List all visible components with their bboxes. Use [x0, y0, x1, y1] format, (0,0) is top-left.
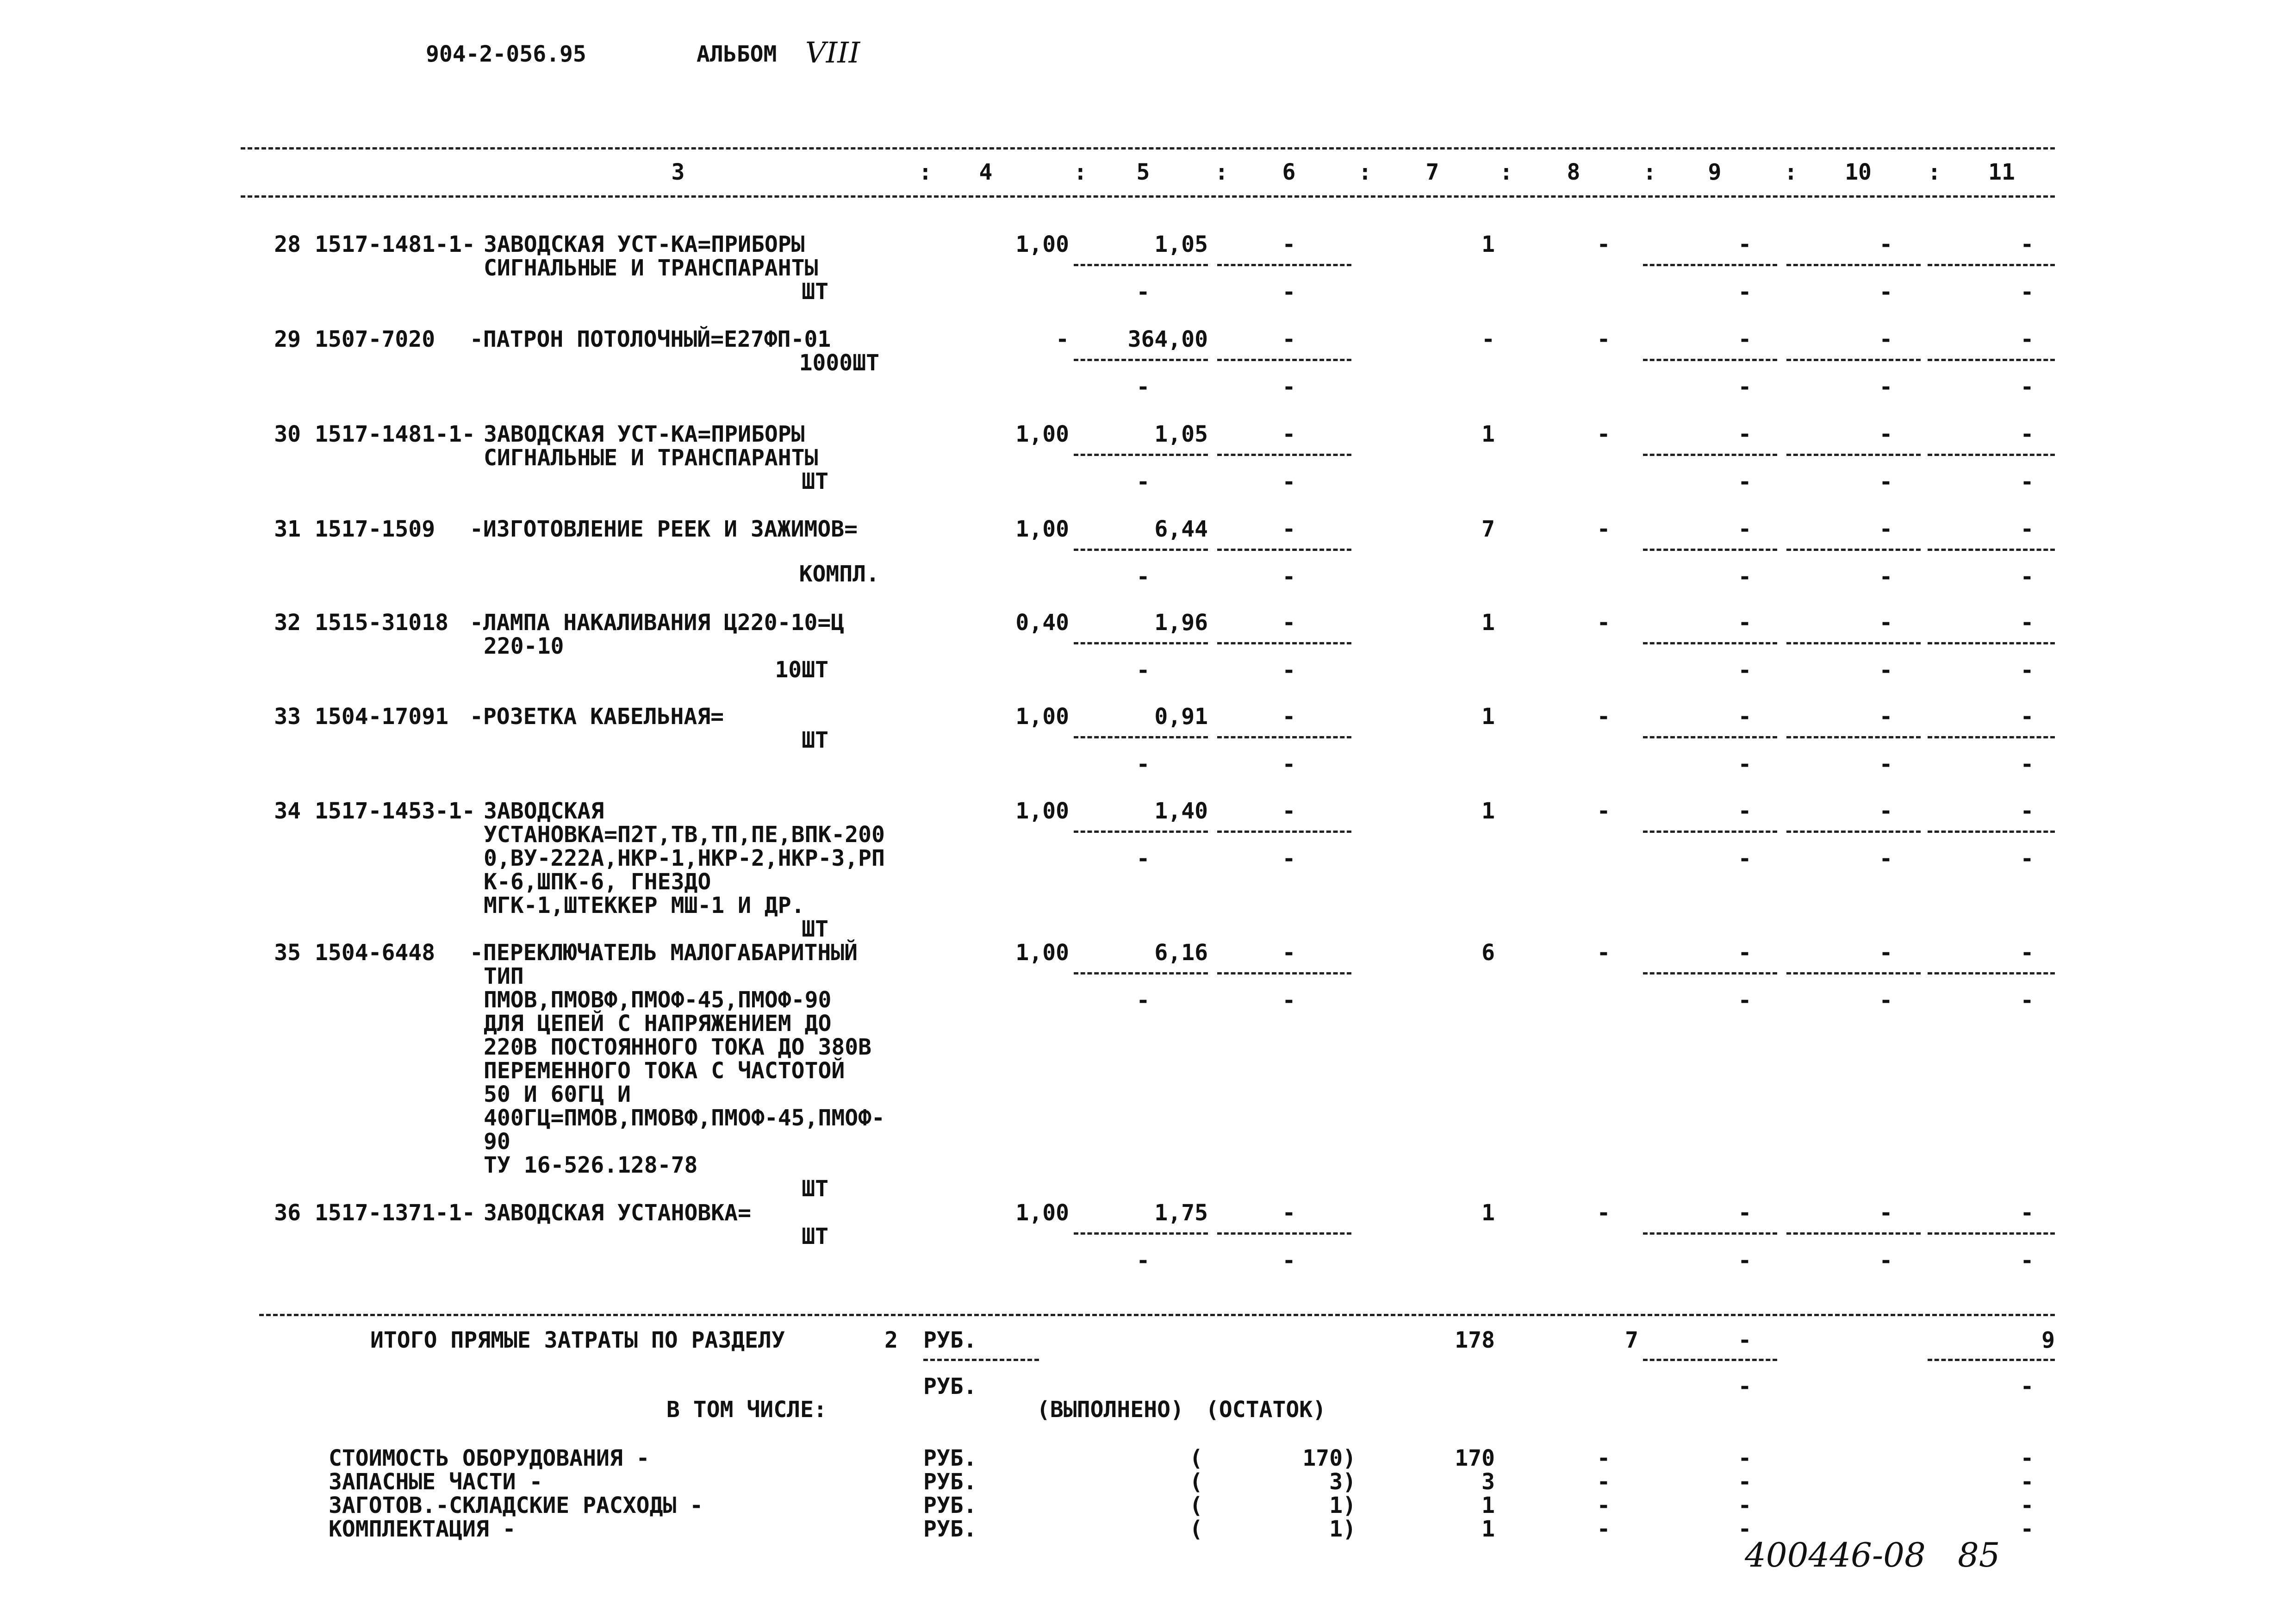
col9-value: - [1738, 798, 1752, 824]
col10-value: - [1879, 940, 1893, 966]
handwritten-page-number: 85 [1958, 1536, 2000, 1574]
column-header-9: 9 [1708, 159, 1722, 185]
cell-subrule-c5 [1074, 831, 1208, 833]
col9-value: - [1738, 516, 1752, 542]
col6-value: - [1282, 610, 1296, 636]
col8-value: - [1597, 610, 1611, 636]
breakdown-col8: - [1597, 1469, 1611, 1495]
col9-value: - [1738, 704, 1752, 730]
breakdown-done: 3) [1329, 1469, 1356, 1495]
col7-value: 1 [1481, 610, 1495, 636]
rest-label: (ОСТАТОК) [1206, 1397, 1326, 1423]
cell-subrule-c9 [1643, 549, 1777, 551]
col7-value: 1 [1481, 704, 1495, 730]
breakdown-currency: РУБ. [923, 1469, 977, 1495]
cell-subrule-c6 [1217, 264, 1351, 266]
col6-secondary: - [1282, 374, 1296, 400]
row-number: 33 [274, 704, 301, 730]
doc-code: 904-2-056.95 [426, 41, 586, 67]
breakdown-col11: - [2020, 1469, 2034, 1495]
totals-section: 2 [884, 1327, 898, 1353]
cell-subrule-c6 [1217, 972, 1351, 974]
col10-value: - [1879, 704, 1893, 730]
cell-subrule-c11 [1928, 972, 2055, 974]
cell-subrule-c9 [1643, 736, 1777, 738]
col11-value: - [2020, 940, 2034, 966]
cell-subrule-c6 [1217, 454, 1351, 456]
unit-of-measure: КОМПЛ. [799, 561, 879, 587]
col8-value: - [1597, 516, 1611, 542]
cell-subrule-c9 [1643, 1232, 1777, 1235]
cell-subrule-c10 [1786, 264, 1921, 266]
col11-value: - [2020, 421, 2034, 447]
item-description-line: ЗАВОДСКАЯ УСТ-КА=ПРИБОРЫ [484, 231, 805, 257]
col5-value: 1,40 [1154, 798, 1208, 824]
col11-secondary: - [2020, 374, 2034, 400]
cell-subrule-c10 [1786, 454, 1921, 456]
breakdown-rest: 1 [1481, 1493, 1495, 1518]
cell-subrule-c11 [1928, 831, 2055, 833]
item-description-line: -РОЗЕТКА КАБЕЛЬНАЯ= [470, 704, 724, 730]
col8-value: - [1597, 798, 1611, 824]
item-description-line: 50 И 60ГЦ И [484, 1081, 631, 1107]
col10-secondary: - [1879, 846, 1893, 872]
breakdown-col8: - [1597, 1445, 1611, 1471]
cell-subrule-c11 [1928, 736, 2055, 738]
col11-secondary: - [2020, 987, 2034, 1013]
col11-value: - [2020, 326, 2034, 352]
col9-value: - [1738, 326, 1752, 352]
breakdown-rest: 3 [1481, 1469, 1495, 1495]
col4-value: 1,00 [1015, 704, 1069, 730]
item-code: 1517-1453-1- [315, 798, 475, 824]
cell-subrule-c10 [1786, 359, 1921, 361]
totals-col11-secondary: - [2020, 1374, 2034, 1399]
cell-subrule-c11 [1928, 454, 2055, 456]
breakdown-col11: - [2020, 1516, 2034, 1542]
column-separator: : [1928, 159, 1941, 185]
col8-value: - [1597, 940, 1611, 966]
col7-value: - [1481, 326, 1495, 352]
col4-value: 1,00 [1015, 231, 1069, 257]
col9-value: - [1738, 231, 1752, 257]
col9-value: - [1738, 421, 1752, 447]
item-description-line: -ПЕРЕКЛЮЧАТЕЛЬ МАЛОГАБАРИТНЫЙ [470, 940, 858, 966]
cell-subrule-c5 [1074, 736, 1208, 738]
col4-value: - [1056, 326, 1069, 352]
col10-secondary: - [1879, 657, 1893, 683]
breakdown-col11: - [2020, 1493, 2034, 1518]
col5-secondary: - [1136, 279, 1150, 305]
col7-value: 6 [1481, 940, 1495, 966]
breakdown-col8: - [1597, 1516, 1611, 1542]
item-description-line: 0,ВУ-222А,НКР-1,НКР-2,НКР-3,РП [484, 845, 885, 871]
col9-value: - [1738, 610, 1752, 636]
col11-secondary: - [2020, 469, 2034, 495]
col8-value: - [1597, 326, 1611, 352]
cell-subrule-c6 [1217, 736, 1351, 738]
cell-subrule-c10 [1786, 831, 1921, 833]
cell-subrule-c10 [1786, 549, 1921, 551]
col10-value: - [1879, 1200, 1893, 1226]
col6-secondary: - [1282, 846, 1296, 872]
cell-subrule-c5 [1074, 549, 1208, 551]
cell-subrule-c6 [1217, 549, 1351, 551]
breakdown-done: 1) [1329, 1516, 1356, 1542]
col5-value: 6,16 [1154, 940, 1208, 966]
col4-value: 1,00 [1015, 1200, 1069, 1226]
col9-secondary: - [1738, 374, 1752, 400]
column-separator: : [1074, 159, 1087, 185]
col6-secondary: - [1282, 469, 1296, 495]
col9-secondary: - [1738, 846, 1752, 872]
col9-secondary: - [1738, 1248, 1752, 1274]
unit-of-measure: 1000ШТ [799, 350, 879, 376]
item-code: 1517-1371-1- [315, 1200, 475, 1226]
col11-value: - [2020, 704, 2034, 730]
col5-value: 1,05 [1154, 421, 1208, 447]
totals-col9: - [1738, 1327, 1752, 1353]
unit-of-measure: ШТ [802, 1224, 828, 1249]
breakdown-col9: - [1738, 1516, 1752, 1542]
cell-subrule-c6 [1217, 359, 1351, 361]
col9-secondary: - [1738, 751, 1752, 777]
unit-of-measure: ШТ [802, 1176, 828, 1202]
col4-value: 1,00 [1015, 940, 1069, 966]
col11-secondary: - [2020, 657, 2034, 683]
col4-value: 1,00 [1015, 798, 1069, 824]
col11-secondary: - [2020, 846, 2034, 872]
col11-secondary: - [2020, 564, 2034, 590]
col6-value: - [1282, 704, 1296, 730]
breakdown-paren: ( [1189, 1493, 1203, 1518]
col6-secondary: - [1282, 564, 1296, 590]
item-description-line: ЗАВОДСКАЯ УСТ-КА=ПРИБОРЫ [484, 421, 805, 447]
row-number: 30 [274, 421, 301, 447]
including-label: В ТОМ ЧИСЛЕ: [666, 1397, 827, 1423]
column-header-11: 11 [1988, 159, 2015, 185]
cell-subrule-c9 [1643, 264, 1777, 266]
item-description-line: МГК-1,ШТЕККЕР МШ-1 И ДР. [484, 893, 805, 918]
col5-secondary: - [1136, 751, 1150, 777]
col8-value: - [1597, 231, 1611, 257]
col5-value: 364,00 [1127, 326, 1208, 352]
item-code: 1517-1481-1- [315, 421, 475, 447]
col11-secondary: - [2020, 751, 2034, 777]
col7-value: 1 [1481, 1200, 1495, 1226]
unit-of-measure: ШТ [802, 916, 828, 942]
col9-secondary: - [1738, 564, 1752, 590]
item-description-line: ДЛЯ ЦЕПЕЙ С НАПРЯЖЕНИЕМ ДО [484, 1011, 832, 1037]
item-description-line: 220-10 [484, 633, 564, 659]
totals-label: ИТОГО ПРЯМЫЕ ЗАТРАТЫ ПО РАЗДЕЛУ [370, 1327, 785, 1353]
col11-secondary: - [2020, 1248, 2034, 1274]
col5-secondary: - [1136, 1248, 1150, 1274]
col5-secondary: - [1136, 374, 1150, 400]
item-description-line: ПМОВ,ПМОВФ,ПМОФ-45,ПМОФ-90 [484, 987, 832, 1013]
cell-subrule-c9 [1643, 454, 1777, 456]
cell-subrule-c10 [1786, 642, 1921, 644]
col5-value: 1,05 [1154, 231, 1208, 257]
col10-secondary: - [1879, 374, 1893, 400]
col6-value: - [1282, 421, 1296, 447]
breakdown-col11: - [2020, 1445, 2034, 1471]
item-description-line: -ПАТРОН ПОТОЛОЧНЫЙ=Е27ФП-01 [470, 326, 831, 352]
totals-col7: 178 [1455, 1327, 1495, 1353]
col7-value: 1 [1481, 421, 1495, 447]
cell-subrule-c5 [1074, 264, 1208, 266]
col10-value: - [1879, 326, 1893, 352]
column-header-3: 3 [671, 159, 685, 185]
column-separator: : [1358, 159, 1372, 185]
cell-subrule-c5 [1074, 642, 1208, 644]
breakdown-currency: РУБ. [923, 1445, 977, 1471]
cell-subrule-c10 [1786, 1232, 1921, 1235]
totals-col9-secondary: - [1738, 1374, 1752, 1399]
column-separator: : [1643, 159, 1656, 185]
cell-subrule-c9 [1643, 972, 1777, 974]
item-description-line: 400ГЦ=ПМОВ,ПМОВФ,ПМОФ-45,ПМОФ- [484, 1105, 885, 1131]
cell-subrule-c11 [1928, 264, 2055, 266]
breakdown-rest: 170 [1455, 1445, 1495, 1471]
column-header-10: 10 [1845, 159, 1872, 185]
col7-value: 1 [1481, 231, 1495, 257]
item-description-line: СИГНАЛЬНЫЕ И ТРАНСПАРАНТЫ [484, 445, 818, 471]
col10-secondary: - [1879, 279, 1893, 305]
cell-subrule-c5 [1074, 359, 1208, 361]
totals-top-rule [259, 1314, 2055, 1316]
breakdown-label: ЗАПАСНЫЕ ЧАСТИ - [329, 1469, 543, 1495]
col7-value: 7 [1481, 516, 1495, 542]
cell-subrule-c9 [1643, 642, 1777, 644]
cell-subrule-c6 [1217, 642, 1351, 644]
item-description-line: ЗАВОДСКАЯ [484, 798, 604, 824]
cell-subrule-c5 [1074, 972, 1208, 974]
totals-col11: 9 [2041, 1327, 2055, 1353]
breakdown-col9: - [1738, 1493, 1752, 1518]
column-header-7: 7 [1425, 159, 1439, 185]
col11-value: - [2020, 516, 2034, 542]
row-number: 32 [274, 610, 301, 636]
column-header-8: 8 [1567, 159, 1580, 185]
cell-subrule-c11 [1928, 549, 2055, 551]
breakdown-rest: 1 [1481, 1516, 1495, 1542]
row-number: 34 [274, 798, 301, 824]
col5-value: 6,44 [1154, 516, 1208, 542]
cell-subrule-c9 [1643, 359, 1777, 361]
totals-col8: 7 [1625, 1327, 1638, 1353]
row-number: 31 [274, 516, 301, 542]
breakdown-label: КОМПЛЕКТАЦИЯ - [329, 1516, 516, 1542]
unit-of-measure: ШТ [802, 727, 828, 753]
column-separator: : [1500, 159, 1513, 185]
col9-secondary: - [1738, 279, 1752, 305]
unit-of-measure: 10ШТ [775, 657, 828, 683]
item-description-line: ЗАВОДСКАЯ УСТАНОВКА= [484, 1200, 751, 1226]
col5-secondary: - [1136, 469, 1150, 495]
col6-value: - [1282, 231, 1296, 257]
item-description-line: ТУ 16-526.128-78 [484, 1152, 698, 1178]
col7-value: 1 [1481, 798, 1495, 824]
col6-secondary: - [1282, 279, 1296, 305]
col6-value: - [1282, 516, 1296, 542]
col6-value: - [1282, 1200, 1296, 1226]
row-number: 35 [274, 940, 301, 966]
col4-value: 1,00 [1015, 516, 1069, 542]
col11-secondary: - [2020, 279, 2034, 305]
col10-value: - [1879, 231, 1893, 257]
col9-secondary: - [1738, 987, 1752, 1013]
column-header-6: 6 [1282, 159, 1296, 185]
col10-secondary: - [1879, 751, 1893, 777]
col6-value: - [1282, 326, 1296, 352]
row-number: 36 [274, 1200, 301, 1226]
col10-value: - [1879, 421, 1893, 447]
col10-secondary: - [1879, 564, 1893, 590]
col10-value: - [1879, 516, 1893, 542]
column-header-4: 4 [979, 159, 993, 185]
item-description-line: ПЕРЕМЕННОГО ТОКА С ЧАСТОТОЙ [484, 1058, 845, 1084]
breakdown-label: СТОИМОСТЬ ОБОРУДОВАНИЯ - [329, 1445, 650, 1471]
album-label: АЛЬБОМ [697, 41, 777, 67]
col10-secondary: - [1879, 987, 1893, 1013]
col8-value: - [1597, 704, 1611, 730]
breakdown-col8: - [1597, 1493, 1611, 1518]
item-description-line: СИГНАЛЬНЫЕ И ТРАНСПАРАНТЫ [484, 255, 818, 281]
col4-value: 1,00 [1015, 421, 1069, 447]
totals-currency-2: РУБ. [923, 1374, 977, 1399]
totals-col11-rule [1928, 1359, 2055, 1361]
col11-value: - [2020, 610, 2034, 636]
item-code: 1517-1481-1- [315, 231, 475, 257]
col8-value: - [1597, 421, 1611, 447]
breakdown-done: 170) [1302, 1445, 1356, 1471]
table-header-rule [241, 195, 2055, 198]
cell-subrule-c10 [1786, 736, 1921, 738]
col10-value: - [1879, 798, 1893, 824]
row-number: 28 [274, 231, 301, 257]
cell-subrule-c6 [1217, 831, 1351, 833]
col9-value: - [1738, 1200, 1752, 1226]
item-description-line: -ИЗГОТОВЛЕНИЕ РЕЕК И ЗАЖИМОВ= [470, 516, 858, 542]
col9-secondary: - [1738, 657, 1752, 683]
breakdown-done: 1) [1329, 1493, 1356, 1518]
breakdown-paren: ( [1189, 1469, 1203, 1495]
totals-currency: РУБ. [923, 1327, 977, 1353]
item-description-line: ТИП [484, 963, 524, 989]
col6-secondary: - [1282, 1248, 1296, 1274]
cell-subrule-c9 [1643, 831, 1777, 833]
cell-subrule-c5 [1074, 1232, 1208, 1235]
breakdown-label: ЗАГОТОВ.-СКЛАДСКИЕ РАСХОДЫ - [329, 1493, 703, 1518]
col5-secondary: - [1136, 564, 1150, 590]
handwritten-doc-number: 400446-08 [1745, 1536, 1926, 1574]
col10-secondary: - [1879, 1248, 1893, 1274]
col11-value: - [2020, 231, 2034, 257]
col10-secondary: - [1879, 469, 1893, 495]
cell-subrule-c10 [1786, 972, 1921, 974]
col6-secondary: - [1282, 987, 1296, 1013]
col5-secondary: - [1136, 846, 1150, 872]
item-code: 1504-17091 [315, 704, 448, 730]
item-code: 1515-31018 [315, 610, 448, 636]
done-label: (ВЫПОЛНЕНО) [1037, 1397, 1184, 1423]
col10-value: - [1879, 610, 1893, 636]
col6-secondary: - [1282, 751, 1296, 777]
col6-value: - [1282, 798, 1296, 824]
col8-value: - [1597, 1200, 1611, 1226]
col4-value: 0,40 [1015, 610, 1069, 636]
item-description-line: УСТАНОВКА=П2Т,ТВ,ТП,ПЕ,ВПК-200 [484, 822, 885, 848]
col11-value: - [2020, 1200, 2034, 1226]
breakdown-col9: - [1738, 1469, 1752, 1495]
cell-subrule-c11 [1928, 359, 2055, 361]
col5-secondary: - [1136, 987, 1150, 1013]
unit-of-measure: ШТ [802, 468, 828, 494]
breakdown-currency: РУБ. [923, 1493, 977, 1518]
table-top-rule [241, 147, 2055, 150]
item-description-line: 90 [484, 1129, 510, 1155]
column-header-5: 5 [1136, 159, 1150, 185]
col9-value: - [1738, 940, 1752, 966]
column-separator: : [1215, 159, 1228, 185]
column-separator: : [919, 159, 932, 185]
breakdown-currency: РУБ. [923, 1516, 977, 1542]
breakdown-paren: ( [1189, 1445, 1203, 1471]
col5-value: 1,96 [1154, 610, 1208, 636]
breakdown-paren: ( [1189, 1516, 1203, 1542]
item-description-line: К-6,ШПК-6, ГНЕЗДО [484, 869, 711, 895]
item-description-line: -ЛАМПА НАКАЛИВАНИЯ Ц220-10=Ц [470, 610, 845, 636]
totals-col9-rule [1643, 1359, 1777, 1361]
cell-subrule-c6 [1217, 1232, 1351, 1235]
column-separator: : [1784, 159, 1798, 185]
row-number: 29 [274, 326, 301, 352]
col6-value: - [1282, 940, 1296, 966]
cell-subrule-c11 [1928, 642, 2055, 644]
col6-secondary: - [1282, 657, 1296, 683]
col5-secondary: - [1136, 657, 1150, 683]
col11-value: - [2020, 798, 2034, 824]
col5-value: 1,75 [1154, 1200, 1208, 1226]
col5-value: 0,91 [1154, 704, 1208, 730]
col9-secondary: - [1738, 469, 1752, 495]
cell-subrule-c11 [1928, 1232, 2055, 1235]
item-code: 1517-1509 [315, 516, 436, 542]
breakdown-col9: - [1738, 1445, 1752, 1471]
album-number: VIII [805, 36, 860, 69]
item-code: 1507-7020 [315, 326, 436, 352]
item-description-line: 220В ПОСТОЯННОГО ТОКА ДО 380В [484, 1034, 872, 1060]
item-code: 1504-6448 [315, 940, 436, 966]
cell-subrule-c5 [1074, 454, 1208, 456]
unit-of-measure: ШТ [802, 279, 828, 305]
totals-currency-rule [923, 1359, 1039, 1361]
